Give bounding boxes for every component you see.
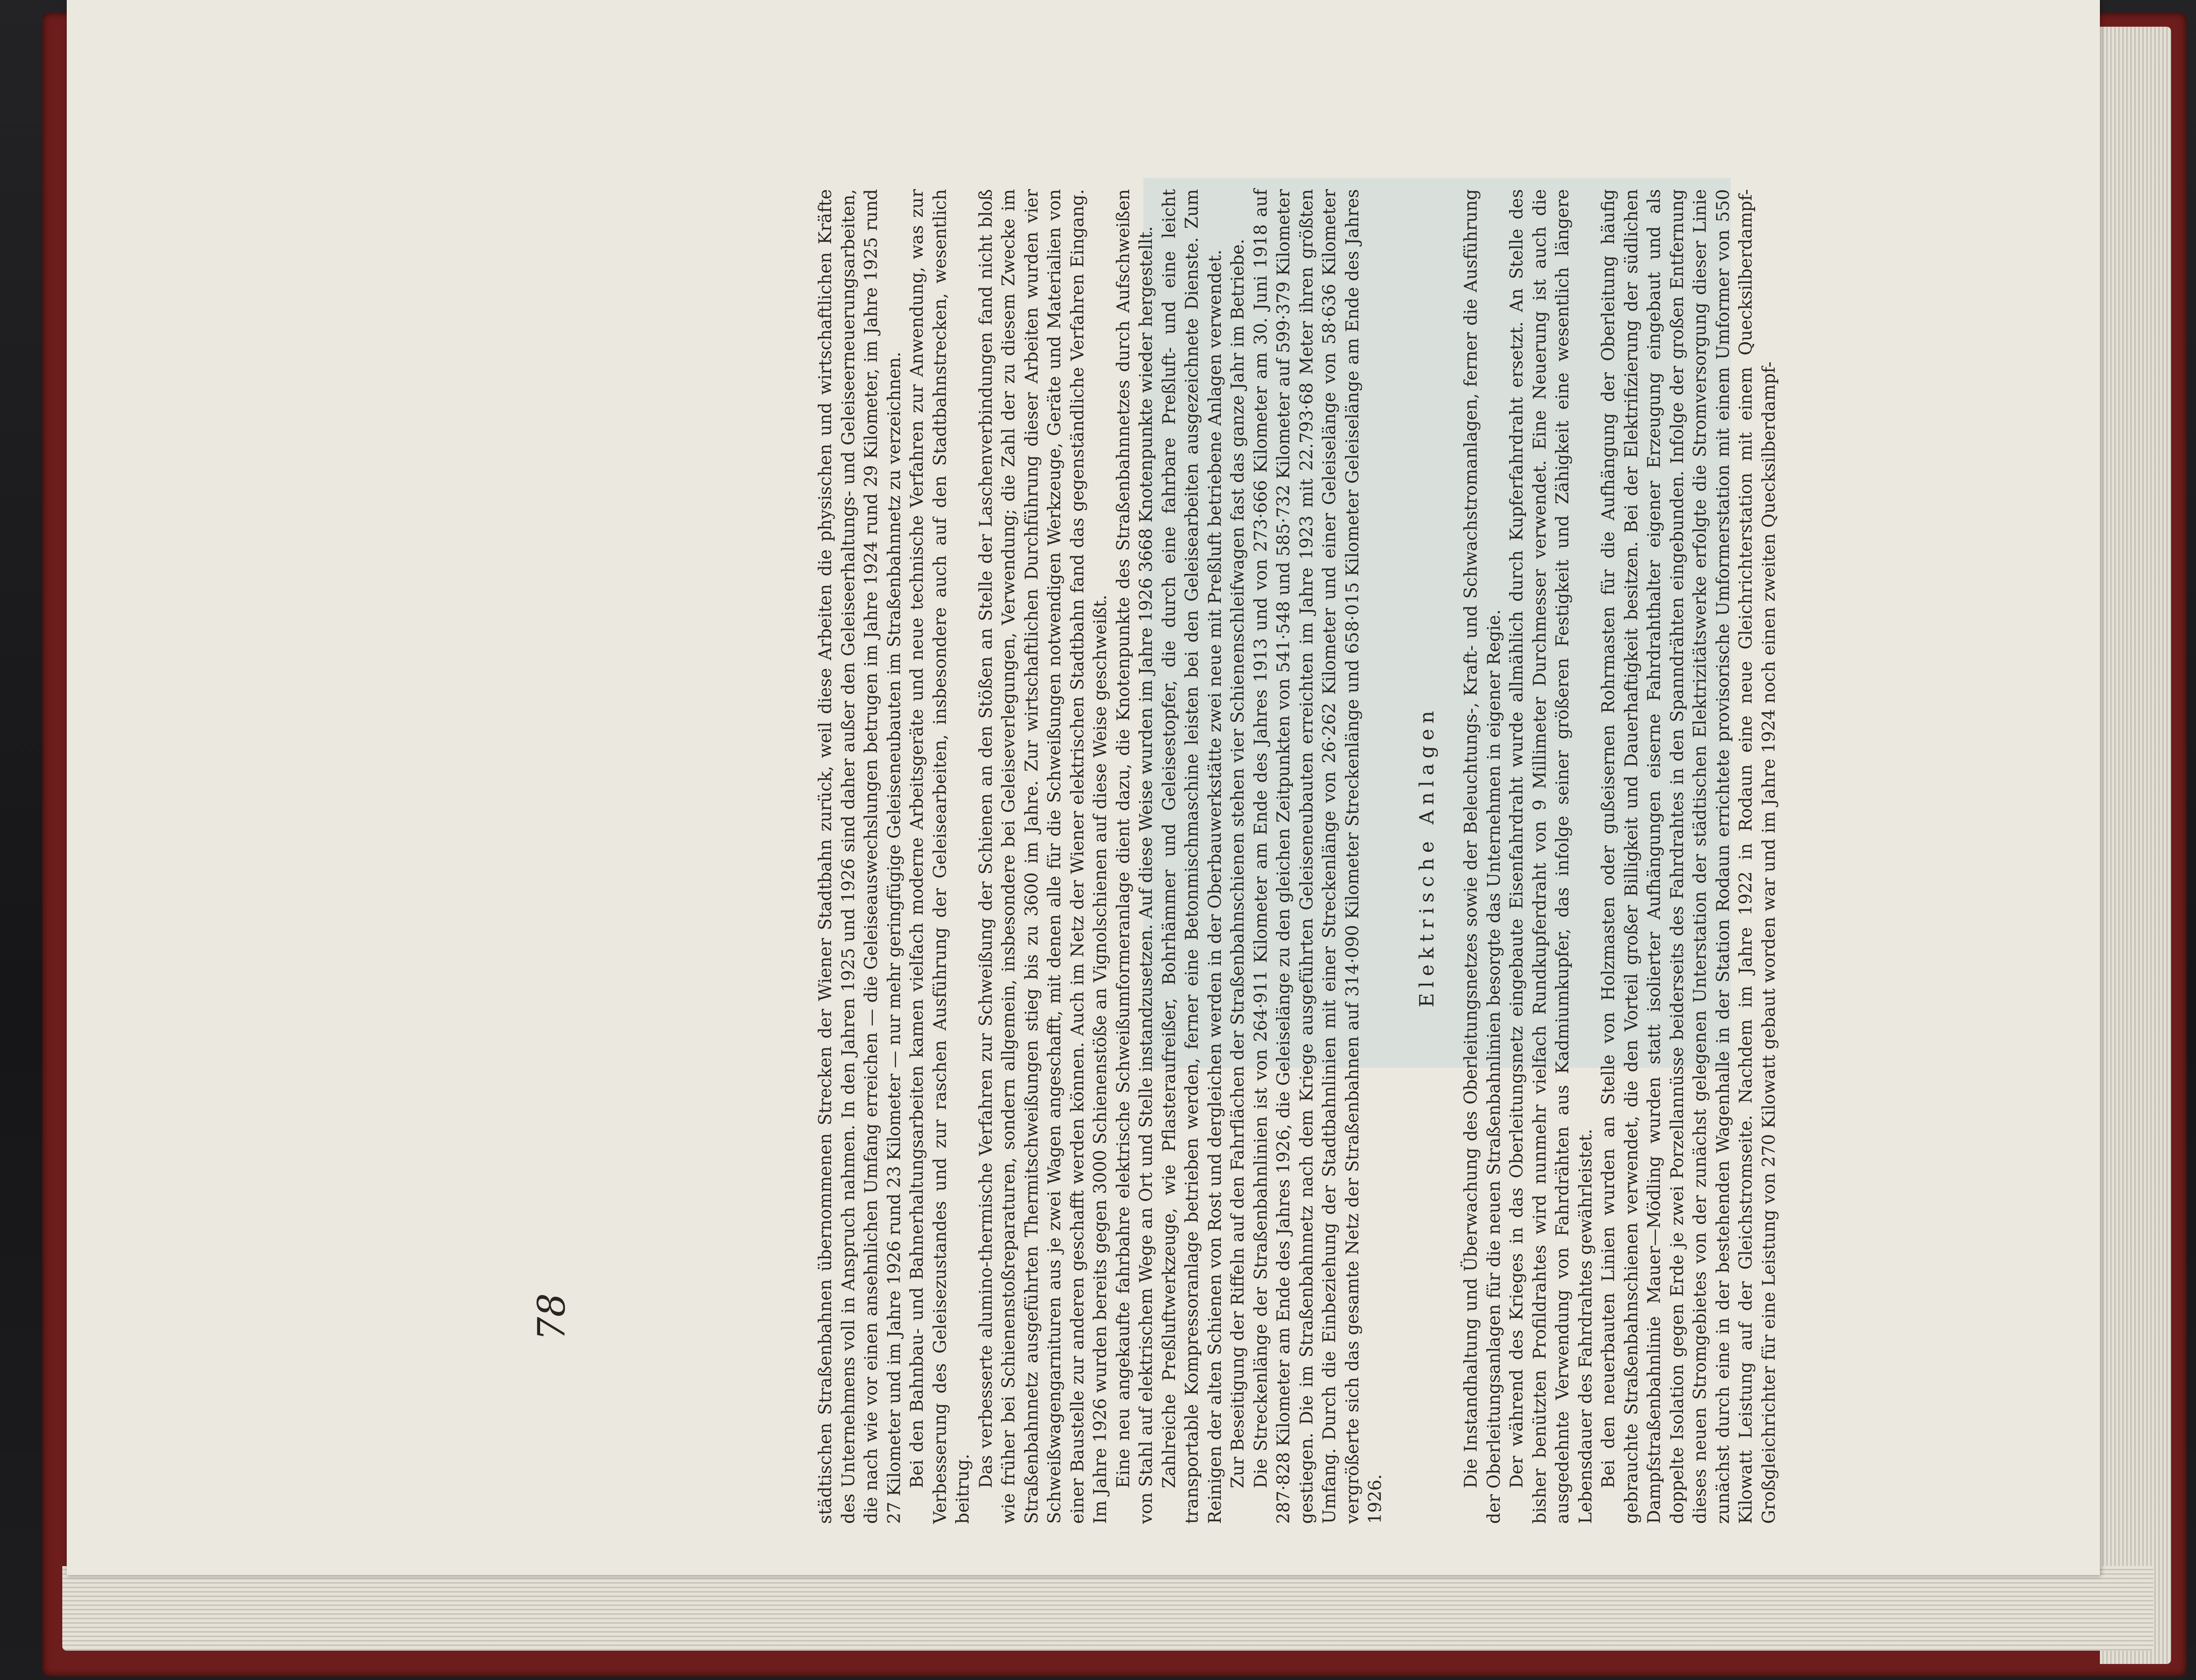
page-number: 78 (530, 1293, 573, 1341)
section-heading: Elektrische Anlagen (1415, 705, 1438, 1008)
paragraph: Das verbesserte alumino-thermische Verfahren zur Schweißung der Schienen an den Stößen an Stelle der Laschenverbindungen fand nicht bloß wie früher bei Schienenstoßreparaturen, sondern allgemein, insbesondere bei Geleiseverlegungen, Verwendung; die Zahl der zu diesem Zwecke im Straßenbahnnetz ausgeführten Thermitschweißungen stieg bis zu 3600 im Jahre. Zur wirtschaftlichen Durchführung dieser Arbeiten wurden vier Schweißwagengarnituren aus je zwei Wagen angeschafft, mit denen alle für die Schweißungen notwendigen Werkzeuge, Geräte und Materialien von einer Baustelle zur anderen geschafft werden können. Auch im Netz der Wiener elektrischen Stadtbahn fand das gegenständliche Verfahren Eingang. Im Jahre 1926 wurden bereits gegen 3000 Schienenstöße an Vignolschienen auf diese Weise geschweißt. (976, 189, 1110, 1524)
page-edges-right (2100, 27, 2171, 1664)
paragraph: Die Instandhaltung und Überwachung des Oberleitungsnetzes sowie der Beleuchtungs-, Kraft- und Schwachstromanlagen, ferner die Ausführung der Oberleitungsanlagen für die neuen Straßenbahnlinien besorgte das Unternehmen in eigener Regie. (1461, 189, 1504, 1524)
page-edges-bottom (62, 1566, 2153, 1651)
paragraph: Zur Beseitigung der Riffeln auf den Fahrflächen der Straßenbahnschienen stehen vier Schienenschleifwagen fast das ganze Jahr im Betriebe. (1228, 238, 1248, 1488)
page-text (814, 189, 1864, 1524)
paragraph: Der während des Krieges in das Oberleitungsnetz eingebaute Eisenfahrdraht wurde allmählich durch Kupferfahrdraht ersetzt. An Stelle des bisher benützten Profildrahtes wird nunmehr vielfach Rundkupferdraht von 9 Millimeter Durchmesser verwendet. Eine Neuerung ist auch die ausgedehnte Verwendung von Fahrdrähten aus Kadmiumkupfer, das infolge seiner größeren Festigkeit und Zähigkeit eine wesentlich längere Lebensdauer des Fahrdrahtes gewährleistet. (1507, 189, 1596, 1524)
paragraph: städtischen Straßenbahnen übernommenen Strecken der Wiener Stadtbahn zurück, weil diese Arbeiten die physischen und wirtschaftlichen Kräfte des Unternehmens voll in Anspruch nahmen. In den Jahren 1925 und 1926 sind daher außer den Geleiseerhaltungs- und Geleiseerneuerungsarbeiten, die nach wie vor einen ansehnlichen Umfang erreichen — die Geleiseauswechslungen betrugen im Jahre 1924 rund 29 Kilometer, im Jahre 1925 rund 27 Kilometer und im Jahre 1926 rund 23 Kilometer — nur mehr geringfügige Geleiseneubauten im Straßenbahnnetz zu verzeichnen. (815, 189, 904, 1524)
paragraph: Zahlreiche Preßluftwerkzeuge, wie Pflasteraufreißer, Bohrhämmer und Geleisestopfer, die durch eine fahrbare Preßluft- und eine leicht transportable Kompressoranlage betrieben werden, ferner eine Betonmischmaschine leisten bei den Geleisearbeiten ausgezeichnete Dienste. Zum Reinigen der alten Schienen von Rost und dergleichen werden in der Oberbauwerkstätte zwei neue mit Preßluft betriebene Anlagen verwendet. (1159, 189, 1225, 1524)
paragraph: Eine neu angekaufte fahrbahre elektrische Schweißumformeranlage dient dazu, die Knotenpunkte des Straßenbahnnetzes durch Aufschweißen von Stahl auf elektrischem Wege an Ort und Stelle instandzusetzen. Auf diese Weise wurden im Jahre 1926 3668 Knotenpunkte wieder hergestellt. (1113, 189, 1156, 1524)
paragraph: Bei den Bahnbau- und Bahnerhaltungsarbeiten kamen vielfach moderne Arbeitsgeräte und neue technische Verfahren zur Anwendung, was zur Verbesserung des Geleisezustandes und zur raschen Ausführung der Geleisearbeiten, insbesondere auch auf den Stadtbahnstrecken, wesentlich beitrug. (907, 189, 973, 1524)
paragraph: Bei den neuerbauten Linien wurden an Stelle von Holzmasten oder gußeisernen Rohrmasten für die Aufhängung der Oberleitung häufig gebrauchte Straßenbahnschienen verwendet, die den Vorteil großer Billigkeit und Dauerhaftigkeit besitzen. Bei der Elektrifizierung der südlichen Dampfstraßenbahnlinie Mauer—Mödling wurden statt isolierter Aufhängungen eiserne Fahrdrahthalter eigener Erzeugung eingebaut und als doppelte Isolation gegen Erde je zwei Porzellannüsse beiderseits des Fahrdrahtes in den Spanndrähten eingebunden. Infolge der großen Entfernung dieses neuen Stromgebietes von der zunächst gelegenen Unterstation der städtischen Elektrizitätswerke erfolgte die Stromversorgung dieser Linie zunächst durch eine in der bestehenden Wagenhalle in der Station Rodaun errichtete provisorische Umformerstation mit einem Umformer von 550 Kilowatt Leistung auf der Gleichstromseite. Nachdem im Jahre 1922 in Rodaun eine neue Gleichrichterstation mit einem Quecksilberdampf-Großgleichrichter für eine Leistung von 270 Kilowatt gebaut worden war und im Jahre 1924 noch einen zweiten Quecksilberdampf- (1599, 189, 1779, 1524)
paragraph: Die Streckenlänge der Straßenbahnlinien ist von 264·911 Kilometer am Ende des Jahres 1913 und von 273·666 Kilometer am 30. Juni 1918 auf 287·828 Kilometer am Ende des Jahres 1926, die Geleiselänge zu den gleichen Zeitpunkten von 541·548 und 585·732 Kilometer auf 599·379 Kilometer gestiegen. Die im Straßenbahnnetz nach dem Kriege ausgeführten Geleiseneubauten erreichten im Jahre 1923 mit 22.793·68 Meter ihren größten Umfang. Durch die Einbeziehung der Stadtbahnlinien mit einer Streckenlänge von 26·262 Kilometer und einer Geleiselänge von 58·636 Kilometer vergrößerte sich das gesamte Netz der Straßenbahnen auf 314·090 Kilometer Streckenlänge und 658·015 Kilometer Geleiselänge am Ende des Jahres 1926. (1251, 189, 1385, 1524)
